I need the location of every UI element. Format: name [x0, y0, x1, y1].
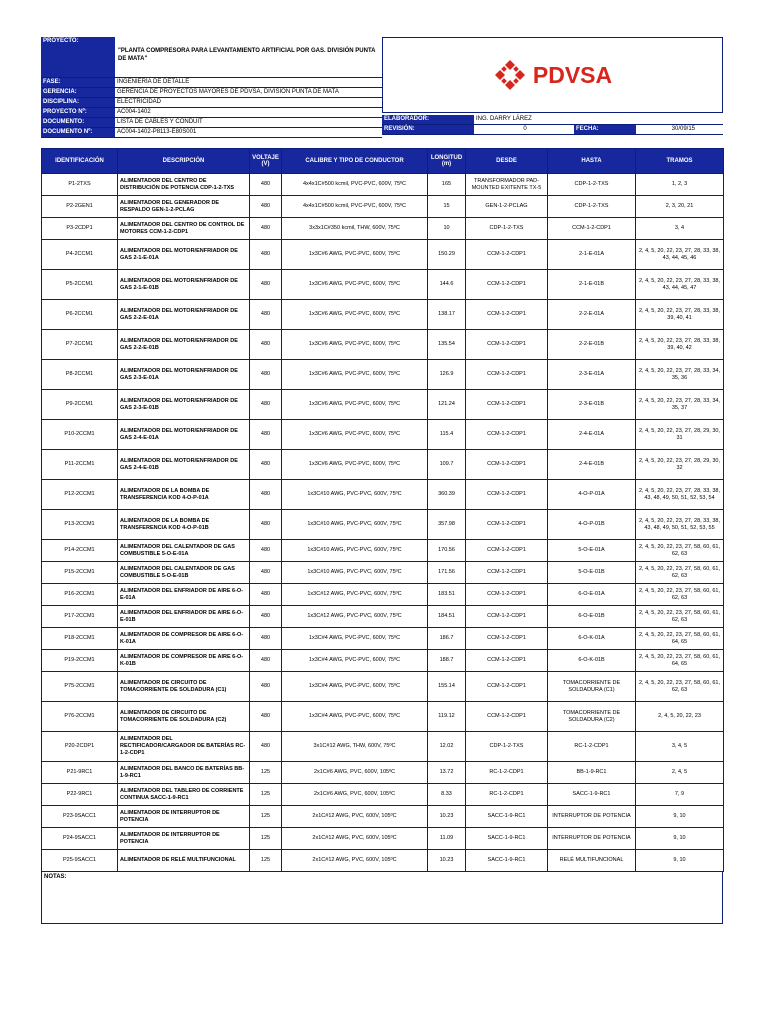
- table-row: [42, 240, 724, 270]
- header-field-row: [41, 78, 382, 88]
- cell-to: INTERRUPTOR DE POTENCIA: [548, 828, 636, 850]
- cell-description: ALIMENTADOR DEL MOTOR/ENFRIADOR DE GAS 2-4-E-01A: [118, 420, 250, 450]
- table-row: [42, 562, 724, 584]
- table-row: [42, 174, 724, 196]
- cell-segments: 2, 4, 5, 20, 22, 23, 27, 58, 60, 61, 62, 63: [636, 672, 724, 702]
- cell-voltage: 480: [250, 510, 282, 540]
- cell-conductor: 2x1C#12 AWG, PVC, 600V, 105ºC: [282, 828, 428, 850]
- cell-to: 2-4-E-01A: [548, 420, 636, 450]
- cell-voltage: 480: [250, 300, 282, 330]
- table-header-row: [42, 149, 724, 174]
- cell-id: P19-2CCM1: [42, 650, 118, 672]
- cell-voltage: 480: [250, 196, 282, 218]
- cell-segments: 9, 10: [636, 850, 724, 872]
- cell-conductor: 1x3C#4 AWG, PVC-PVC, 600V, 75ºC: [282, 702, 428, 732]
- cell-description: ALIMENTADOR DEL MOTOR/ENFRIADOR DE GAS 2-4-E-01B: [118, 450, 250, 480]
- cell-id: P24-9SACC1: [42, 828, 118, 850]
- cell-from: CCM-1-2-CDP1: [466, 480, 548, 510]
- cell-from: CCM-1-2-CDP1: [466, 606, 548, 628]
- cell-length: 135.54: [428, 330, 466, 360]
- document-header: [41, 37, 723, 145]
- header-field-row: [41, 88, 382, 98]
- cell-from: SACC-1-9-RC1: [466, 806, 548, 828]
- cell-id: P25-9SACC1: [42, 850, 118, 872]
- cell-id: P10-2CCM1: [42, 420, 118, 450]
- cell-from: RC-1-2-CDP1: [466, 784, 548, 806]
- cell-from: CCM-1-2-CDP1: [466, 628, 548, 650]
- header-field-label: DOCUMENTO Nº:: [41, 128, 115, 137]
- table-row: [42, 270, 724, 300]
- cell-id: P13-2CCM1: [42, 510, 118, 540]
- header-field-value: ELECTRICIDAD: [117, 99, 162, 105]
- cell-to: 2-1-E-01A: [548, 240, 636, 270]
- cell-length: 10.23: [428, 850, 466, 872]
- table-row: [42, 584, 724, 606]
- cell-description: ALIMENTADOR DE INTERRUPTOR DE POTENCIA: [118, 828, 250, 850]
- cell-id: P21-9RC1: [42, 762, 118, 784]
- revision-label: REVISIÓN:: [382, 125, 474, 134]
- table-row: [42, 450, 724, 480]
- cell-conductor: 2x1C#6 AWG, PVC, 600V, 105ºC: [282, 784, 428, 806]
- cell-id: P17-2CCM1: [42, 606, 118, 628]
- cell-to: BB-1-9-RC1: [548, 762, 636, 784]
- cell-description: ALIMENTADOR DEL CALENTADOR DE GAS COMBUSTIBLE 5-O-E-01A: [118, 540, 250, 562]
- cell-conductor: 2x1C#12 AWG, PVC, 600V, 105ºC: [282, 806, 428, 828]
- cell-from: CCM-1-2-CDP1: [466, 420, 548, 450]
- cell-to: 2-1-E-01B: [548, 270, 636, 300]
- header-field-value: INGENIERÍA DE DETALLE: [117, 79, 190, 85]
- cell-to: 5-O-E-01A: [548, 540, 636, 562]
- table-row: [42, 628, 724, 650]
- cell-id: P14-2CCM1: [42, 540, 118, 562]
- project-row: [41, 37, 382, 78]
- cell-length: 121.24: [428, 390, 466, 420]
- table-row: [42, 510, 724, 540]
- cell-description: ALIMENTADOR DEL ENFRIADOR DE AIRE 6-O-E-01A: [118, 584, 250, 606]
- cell-length: 126.9: [428, 360, 466, 390]
- cell-conductor: 2x1C#6 AWG, PVC, 600V, 105ºC: [282, 762, 428, 784]
- header-field-row: [41, 98, 382, 108]
- cell-to: INTERRUPTOR DE POTENCIA: [548, 806, 636, 828]
- cell-id: P20-2CDP1: [42, 732, 118, 762]
- cell-description: ALIMENTADOR DEL ENFRIADOR DE AIRE 6-O-E-01B: [118, 606, 250, 628]
- cell-voltage: 480: [250, 584, 282, 606]
- cell-voltage: 480: [250, 218, 282, 240]
- column-header: LONGITUD (m): [428, 149, 466, 174]
- header-field-label: FASE:: [41, 78, 115, 87]
- cell-id: P7-2CCM1: [42, 330, 118, 360]
- elaborador-row: [382, 115, 723, 125]
- cell-segments: 2, 4, 5, 20, 22, 23, 27, 28, 33, 38, 39, 40, 42: [636, 330, 724, 360]
- cell-from: TRANSFORMADOR PAD-MOUNTED EXITENTE TX-5: [466, 174, 548, 196]
- cell-description: ALIMENTADOR DEL GENERADOR DE RESPALDO GEN-1-2-PCLAG: [118, 196, 250, 218]
- cell-conductor: 4x4x1C#500 kcmil, PVC-PVC, 600V, 75ºC: [282, 196, 428, 218]
- header-field-label: GERENCIA:: [41, 88, 115, 97]
- cell-voltage: 480: [250, 628, 282, 650]
- table-row: [42, 606, 724, 628]
- cell-to: 2-2-E-01B: [548, 330, 636, 360]
- cell-id: P75-2CCM1: [42, 672, 118, 702]
- cell-description: ALIMENTADOR DEL TABLERO DE CORRIENTE CONTINUA SACC-1-9-RC1: [118, 784, 250, 806]
- cell-from: SACC-1-9-RC1: [466, 828, 548, 850]
- cell-from: CCM-1-2-CDP1: [466, 450, 548, 480]
- cell-length: 184.51: [428, 606, 466, 628]
- cell-from: CCM-1-2-CDP1: [466, 650, 548, 672]
- cell-segments: 2, 4, 5, 20, 22, 23, 27, 28, 33, 38, 39, 40, 41: [636, 300, 724, 330]
- cell-conductor: 1x3C#10 AWG, PVC-PVC, 600V, 75ºC: [282, 540, 428, 562]
- cell-id: P5-2CCM1: [42, 270, 118, 300]
- cell-id: P11-2CCM1: [42, 450, 118, 480]
- column-header: CALIBRE Y TIPO DE CONDUCTOR: [282, 149, 428, 174]
- cell-to: 4-O-P-01A: [548, 480, 636, 510]
- cell-voltage: 125: [250, 806, 282, 828]
- cell-to: 2-4-E-01B: [548, 450, 636, 480]
- elaborador-label: ELABORADOR:: [382, 115, 474, 124]
- cell-from: RC-1-2-CDP1: [466, 762, 548, 784]
- notes-box: [41, 872, 723, 924]
- cell-from: CCM-1-2-CDP1: [466, 390, 548, 420]
- cell-from: CCM-1-2-CDP1: [466, 300, 548, 330]
- header-field-value: AC004-1402: [117, 109, 151, 115]
- cell-segments: 9, 10: [636, 806, 724, 828]
- cell-voltage: 480: [250, 672, 282, 702]
- cell-conductor: 2x1C#12 AWG, PVC, 600V, 105ºC: [282, 850, 428, 872]
- project-label: PROYECTO:: [41, 37, 115, 77]
- cell-id: P12-2CCM1: [42, 480, 118, 510]
- document-meta: [382, 115, 723, 135]
- cell-conductor: 1x3C#6 AWG, PVC-PVC, 600V, 75ºC: [282, 390, 428, 420]
- header-field-list: [41, 78, 382, 138]
- cell-length: 357.98: [428, 510, 466, 540]
- cell-voltage: 125: [250, 784, 282, 806]
- table-row: [42, 806, 724, 828]
- cell-description: ALIMENTADOR DE LA BOMBA DE TRANSFERENCIA KOD 4-O-P-01B: [118, 510, 250, 540]
- cell-voltage: 125: [250, 828, 282, 850]
- cell-to: RC-1-2-CDP1: [548, 732, 636, 762]
- header-fields: [41, 37, 382, 138]
- cell-segments: 3, 4: [636, 218, 724, 240]
- cell-to: 6-O-E-01A: [548, 584, 636, 606]
- cell-to: 4-O-P-01B: [548, 510, 636, 540]
- cell-length: 11.09: [428, 828, 466, 850]
- logo-text: PDVSA: [532, 61, 613, 88]
- cell-voltage: 480: [250, 702, 282, 732]
- cell-voltage: 125: [250, 762, 282, 784]
- cable-list-table: [41, 148, 724, 872]
- cell-voltage: 480: [250, 650, 282, 672]
- cell-from: CCM-1-2-CDP1: [466, 562, 548, 584]
- cell-from: CCM-1-2-CDP1: [466, 672, 548, 702]
- cell-length: 186.7: [428, 628, 466, 650]
- cell-conductor: 1x3C#4 AWG, PVC-PVC, 600V, 75ºC: [282, 672, 428, 702]
- cell-voltage: 480: [250, 330, 282, 360]
- cell-description: ALIMENTADOR DE CIRCUITO DE TOMACORRIENTE DE SOLDADURA (C2): [118, 702, 250, 732]
- cell-to: 2-3-E-01B: [548, 390, 636, 420]
- cell-from: CDP-1-2-TXS: [466, 732, 548, 762]
- cell-voltage: 480: [250, 390, 282, 420]
- cell-to: CDP-1-2-TXS: [548, 174, 636, 196]
- table-row: [42, 672, 724, 702]
- cell-conductor: 1x3C#6 AWG, PVC-PVC, 600V, 75ºC: [282, 240, 428, 270]
- table-row: [42, 784, 724, 806]
- cell-description: ALIMENTADOR DEL CENTRO DE DISTRIBUCIÓN DE POTENCIA CDP-1-2-TXS: [118, 174, 250, 196]
- cell-conductor: 3x1C#12 AWG, THW, 600V, 75ºC: [282, 732, 428, 762]
- cell-id: P9-2CCM1: [42, 390, 118, 420]
- table-row: [42, 300, 724, 330]
- revision-row: [382, 125, 723, 135]
- cell-to: 5-O-E-01B: [548, 562, 636, 584]
- cell-segments: 1, 2, 3: [636, 174, 724, 196]
- cell-description: ALIMENTADOR DEL MOTOR/ENFRIADOR DE GAS 2-1-E-01B: [118, 270, 250, 300]
- fecha-label: FECHA:: [574, 125, 636, 134]
- cell-segments: 2, 4, 5, 20, 22, 23, 27, 28, 33, 38, 43, 44, 45, 47: [636, 270, 724, 300]
- cell-voltage: 480: [250, 450, 282, 480]
- cell-conductor: 1x3C#4 AWG, PVC-PVC, 600V, 75ºC: [282, 628, 428, 650]
- cell-description: ALIMENTADOR DEL MOTOR/ENFRIADOR DE GAS 2-2-E-01A: [118, 300, 250, 330]
- cell-length: 119.12: [428, 702, 466, 732]
- cell-id: P8-2CCM1: [42, 360, 118, 390]
- cell-voltage: 480: [250, 606, 282, 628]
- cell-segments: 2, 4, 5, 20, 22, 23, 27, 28, 33, 38, 43, 48, 49, 50, 51, 52, 53, 55: [636, 510, 724, 540]
- cell-id: P22-9RC1: [42, 784, 118, 806]
- cell-segments: 2, 4, 5, 20, 22, 23, 27, 28, 29, 30, 31: [636, 420, 724, 450]
- table-row: [42, 390, 724, 420]
- cell-voltage: 480: [250, 240, 282, 270]
- cell-id: P18-2CCM1: [42, 628, 118, 650]
- cell-from: CDP-1-2-TXS: [466, 218, 548, 240]
- column-header: IDENTIFICACIÓN: [42, 149, 118, 174]
- cell-length: 115.4: [428, 420, 466, 450]
- notes-label: NOTAS:: [44, 874, 67, 880]
- cell-conductor: 1x3C#10 AWG, PVC-PVC, 600V, 75ºC: [282, 510, 428, 540]
- cell-description: ALIMENTADOR DE RELÉ MULTIFUNCIONAL: [118, 850, 250, 872]
- cell-conductor: 1x3C#6 AWG, PVC-PVC, 600V, 75ºC: [282, 330, 428, 360]
- cell-to: 6-O-K-01B: [548, 650, 636, 672]
- cell-from: CCM-1-2-CDP1: [466, 270, 548, 300]
- cell-length: 10: [428, 218, 466, 240]
- table-body: [42, 174, 724, 872]
- column-header: DESCRIPCIÓN: [118, 149, 250, 174]
- cell-voltage: 480: [250, 540, 282, 562]
- cell-from: SACC-1-9-RC1: [466, 850, 548, 872]
- header-field-label: DOCUMENTO:: [41, 118, 115, 127]
- cell-to: CCM-1-2-CDP1: [548, 218, 636, 240]
- header-field-row: [41, 118, 382, 128]
- cell-segments: 2, 4, 5, 20, 22, 23, 27, 28, 29, 30, 32: [636, 450, 724, 480]
- cell-to: SACC-1-9-RC1: [548, 784, 636, 806]
- cell-segments: 2, 4, 5, 20, 22, 23, 27, 28, 33, 34, 35, 36: [636, 360, 724, 390]
- cell-id: P76-2CCM1: [42, 702, 118, 732]
- logo-box: [382, 37, 723, 113]
- column-header: DESDE: [466, 149, 548, 174]
- cell-conductor: 1x3C#6 AWG, PVC-PVC, 600V, 75ºC: [282, 450, 428, 480]
- header-field-value: LISTA DE CABLES Y CONDUIT: [117, 119, 203, 125]
- cell-conductor: 1x3C#6 AWG, PVC-PVC, 600V, 75ºC: [282, 420, 428, 450]
- table-row: [42, 540, 724, 562]
- cell-description: ALIMENTADOR DEL MOTOR/ENFRIADOR DE GAS 2-1-E-01A: [118, 240, 250, 270]
- cell-description: ALIMENTADOR DE COMPRESOR DE AIRE 6-O-K-01A: [118, 628, 250, 650]
- cell-conductor: 1x3C#10 AWG, PVC-PVC, 600V, 75ºC: [282, 562, 428, 584]
- cell-id: P4-2CCM1: [42, 240, 118, 270]
- cell-segments: 2, 4, 5, 20, 22, 23, 27, 28, 33, 38, 43, 48, 49, 50, 51, 52, 53, 54: [636, 480, 724, 510]
- header-field-label: PROYECTO Nº:: [41, 108, 115, 117]
- cell-conductor: 1x3C#6 AWG, PVC-PVC, 600V, 75ºC: [282, 360, 428, 390]
- cell-length: 12.02: [428, 732, 466, 762]
- cell-from: CCM-1-2-CDP1: [466, 540, 548, 562]
- cell-to: RELÉ MULTIFUNCIONAL: [548, 850, 636, 872]
- cell-segments: 2, 4, 5, 20, 22, 23, 27, 28, 33, 34, 35, 37: [636, 390, 724, 420]
- cell-conductor: 1x3C#12 AWG, PVC-PVC, 600V, 75ºC: [282, 606, 428, 628]
- cell-id: P15-2CCM1: [42, 562, 118, 584]
- column-header: TRAMOS: [636, 149, 724, 174]
- cell-voltage: 480: [250, 420, 282, 450]
- header-field-row: [41, 128, 382, 138]
- cell-length: 109.7: [428, 450, 466, 480]
- cell-from: CCM-1-2-CDP1: [466, 584, 548, 606]
- table-row: [42, 196, 724, 218]
- cell-length: 170.56: [428, 540, 466, 562]
- cell-conductor: 4x4x1C#500 kcmil, PVC-PVC, 600V, 75ºC: [282, 174, 428, 196]
- table-row: [42, 218, 724, 240]
- header-field-value: GERENCIA DE PROYECTOS MAYORES DE PDVSA, DIVISIÓN PUNTA DE MATA: [117, 89, 339, 95]
- cell-to: 6-O-K-01A: [548, 628, 636, 650]
- cell-voltage: 480: [250, 270, 282, 300]
- cell-voltage: 125: [250, 850, 282, 872]
- cell-voltage: 480: [250, 174, 282, 196]
- cell-segments: 7, 9: [636, 784, 724, 806]
- cell-segments: 2, 4, 5, 20, 22, 23, 27, 58, 60, 61, 64, 65: [636, 650, 724, 672]
- cell-to: TOMACORRIENTE DE SOLDADURA (C1): [548, 672, 636, 702]
- cell-length: 15: [428, 196, 466, 218]
- cell-description: ALIMENTADOR DEL CALENTADOR DE GAS COMBUSTIBLE 5-O-E-01B: [118, 562, 250, 584]
- table-row: [42, 702, 724, 732]
- cell-segments: 2, 3, 20, 21: [636, 196, 724, 218]
- table-row: [42, 420, 724, 450]
- cell-from: CCM-1-2-CDP1: [466, 240, 548, 270]
- cell-from: CCM-1-2-CDP1: [466, 330, 548, 360]
- cell-length: 183.51: [428, 584, 466, 606]
- cell-length: 144.6: [428, 270, 466, 300]
- cell-segments: 3, 4, 5: [636, 732, 724, 762]
- cell-conductor: 1x3C#4 AWG, PVC-PVC, 600V, 75ºC: [282, 650, 428, 672]
- cell-segments: 2, 4, 5, 20, 22, 23, 27, 58, 60, 61, 64, 65: [636, 628, 724, 650]
- cell-to: 2-3-E-01A: [548, 360, 636, 390]
- cell-id: P1-2TXS: [42, 174, 118, 196]
- cell-description: ALIMENTADOR DEL RECTIFICADOR/CARGADOR DE BATERÍAS RC-1-2-CDP1: [118, 732, 250, 762]
- cell-length: 165: [428, 174, 466, 196]
- cell-from: CCM-1-2-CDP1: [466, 510, 548, 540]
- cell-length: 13.72: [428, 762, 466, 784]
- cell-id: P23-9SACC1: [42, 806, 118, 828]
- table-row: [42, 650, 724, 672]
- elaborador-value: ING. DARRY LÁREZ: [476, 116, 532, 122]
- cell-length: 150.29: [428, 240, 466, 270]
- cell-segments: 2, 4, 5, 20, 22, 23, 27, 58, 60, 61, 62, 63: [636, 540, 724, 562]
- revision-value: 0: [523, 126, 527, 132]
- table-row: [42, 360, 724, 390]
- cell-conductor: 3x3x1C#350 kcmil, THW, 600V, 75ºC: [282, 218, 428, 240]
- cell-voltage: 480: [250, 480, 282, 510]
- cell-description: ALIMENTADOR DE COMPRESOR DE AIRE 6-O-K-01B: [118, 650, 250, 672]
- cell-description: ALIMENTADOR DE INTERRUPTOR DE POTENCIA: [118, 806, 250, 828]
- table-row: [42, 850, 724, 872]
- cell-segments: 2, 4, 5, 20, 22, 23: [636, 702, 724, 732]
- cell-id: P16-2CCM1: [42, 584, 118, 606]
- cell-voltage: 480: [250, 562, 282, 584]
- cell-segments: 2, 4, 5, 20, 22, 23, 27, 58, 60, 61, 62, 63: [636, 562, 724, 584]
- cell-id: P2-2GEN1: [42, 196, 118, 218]
- cell-segments: 2, 4, 5, 20, 22, 23, 27, 28, 33, 38, 43, 44, 45, 46: [636, 240, 724, 270]
- cell-to: 6-O-E-01B: [548, 606, 636, 628]
- document-sheet: [41, 37, 723, 924]
- cell-description: ALIMENTADOR DE LA BOMBA DE TRANSFERENCIA KOD 4-O-P-01A: [118, 480, 250, 510]
- header-field-label: DISCIPLINA:: [41, 98, 115, 107]
- cell-length: 188.7: [428, 650, 466, 672]
- cell-description: ALIMENTADOR DEL MOTOR/ENFRIADOR DE GAS 2-3-E-01A: [118, 360, 250, 390]
- table-row: [42, 828, 724, 850]
- fecha-value: 30/09/15: [671, 126, 695, 132]
- cell-conductor: 1x3C#6 AWG, PVC-PVC, 600V, 75ºC: [282, 270, 428, 300]
- cell-length: 138.17: [428, 300, 466, 330]
- cell-description: ALIMENTADOR DEL CENTRO DE CONTROL DE MOTORES CCM-1-2-CDP1: [118, 218, 250, 240]
- cell-description: ALIMENTADOR DEL MOTOR/ENFRIADOR DE GAS 2-3-E-01B: [118, 390, 250, 420]
- cell-segments: 9, 10: [636, 828, 724, 850]
- table-row: [42, 330, 724, 360]
- cell-to: 2-2-E-01A: [548, 300, 636, 330]
- table-row: [42, 732, 724, 762]
- cell-conductor: 1x3C#6 AWG, PVC-PVC, 600V, 75ºC: [282, 300, 428, 330]
- header-field-row: [41, 108, 382, 118]
- cell-voltage: 480: [250, 732, 282, 762]
- cell-description: ALIMENTADOR DE CIRCUITO DE TOMACORRIENTE DE SOLDADURA (C1): [118, 672, 250, 702]
- cell-length: 360.39: [428, 480, 466, 510]
- cell-length: 10.23: [428, 806, 466, 828]
- cell-segments: 2, 4, 5: [636, 762, 724, 784]
- cell-length: 8.33: [428, 784, 466, 806]
- cell-length: 155.14: [428, 672, 466, 702]
- cell-id: P6-2CCM1: [42, 300, 118, 330]
- pdvsa-emblem-icon: [493, 58, 527, 92]
- cell-conductor: 1x3C#10 AWG, PVC-PVC, 600V, 75ºC: [282, 480, 428, 510]
- cell-description: ALIMENTADOR DEL BANCO DE BATERÍAS BB-1-9-RC1: [118, 762, 250, 784]
- cell-from: GEN-1-2-PCLAG: [466, 196, 548, 218]
- cell-to: CDP-1-2-TXS: [548, 196, 636, 218]
- column-header: VOLTAJE (V): [250, 149, 282, 174]
- cell-to: TOMACORRIENTE DE SOLDADURA (C2): [548, 702, 636, 732]
- cell-length: 171.56: [428, 562, 466, 584]
- cell-from: CCM-1-2-CDP1: [466, 360, 548, 390]
- table-row: [42, 480, 724, 510]
- header-field-value: AC004-1402-P8113-E80S001: [117, 129, 197, 135]
- project-value: "PLANTA COMPRESORA PARA LEVANTAMIENTO ARTIFICIAL POR GAS. DIVISIÓN PUNTA DE MATA": [118, 48, 376, 62]
- cell-segments: 2, 4, 5, 20, 22, 23, 27, 58, 60, 61, 62, 63: [636, 584, 724, 606]
- cell-description: ALIMENTADOR DEL MOTOR/ENFRIADOR DE GAS 2-2-E-01B: [118, 330, 250, 360]
- column-header: HASTA: [548, 149, 636, 174]
- table-row: [42, 762, 724, 784]
- cell-conductor: 1x3C#12 AWG, PVC-PVC, 600V, 75ºC: [282, 584, 428, 606]
- cell-voltage: 480: [250, 360, 282, 390]
- cell-id: P3-2CDP1: [42, 218, 118, 240]
- cell-segments: 2, 4, 5, 20, 22, 23, 27, 58, 60, 61, 62, 63: [636, 606, 724, 628]
- cell-from: CCM-1-2-CDP1: [466, 702, 548, 732]
